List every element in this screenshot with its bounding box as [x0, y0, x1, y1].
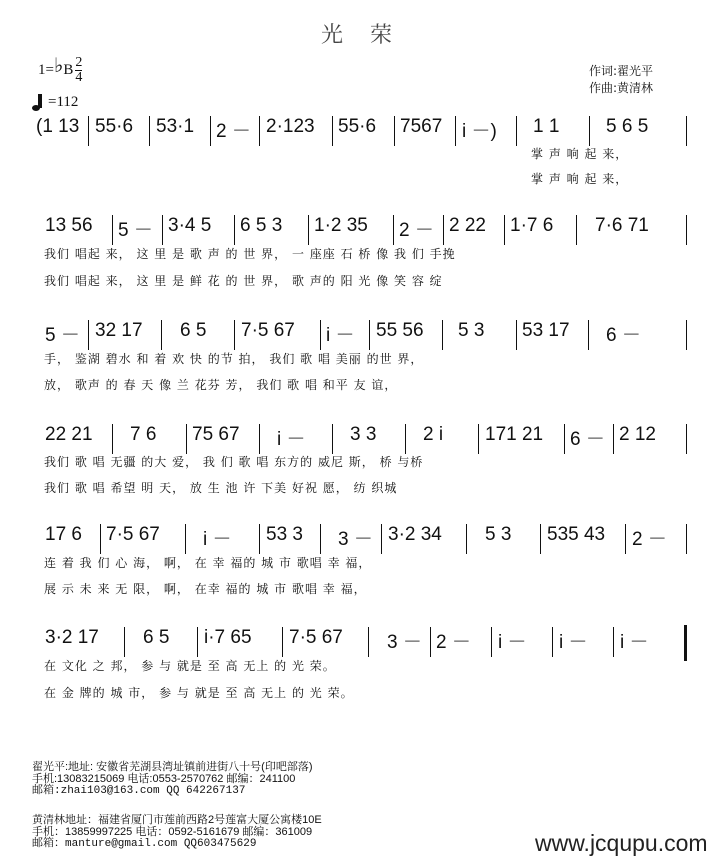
composer: 作曲:黄清林	[589, 81, 654, 95]
barline	[308, 215, 309, 245]
measure: 3 －	[338, 529, 373, 550]
time-numerator: 2	[75, 55, 83, 70]
barline	[430, 627, 431, 657]
barline	[516, 116, 517, 146]
barline	[88, 116, 89, 146]
barline	[442, 320, 443, 350]
measure: i －	[620, 632, 649, 653]
lyrics-verse-2: 展 示 未 来 无 限， 啊， 在幸 福的 城 市 歌唱 幸 福，	[44, 582, 367, 596]
key-note: B	[63, 61, 74, 78]
key-signature	[38, 56, 82, 85]
measure: 3·4 5	[168, 215, 212, 236]
composer-phone: 手机：13859997225 电话：0592-5161679 邮编：361009	[32, 826, 313, 838]
measure: 6 5	[143, 627, 170, 648]
measure: i －	[326, 325, 355, 346]
barline	[124, 627, 125, 657]
barline	[576, 215, 577, 245]
barline	[234, 320, 235, 350]
barline	[589, 116, 590, 146]
barline	[504, 215, 505, 245]
measure: 2 －	[216, 121, 251, 142]
barline	[259, 116, 260, 146]
barline	[320, 524, 321, 554]
measure: 7 6	[130, 424, 157, 445]
watermark: www.jcqupu.com	[535, 830, 708, 856]
barline	[161, 320, 162, 350]
tempo-marking	[38, 92, 78, 111]
measure: i －	[203, 529, 232, 550]
barline	[405, 424, 406, 454]
barline	[686, 320, 687, 350]
song-title: 光 荣	[321, 23, 402, 48]
barline	[588, 320, 589, 350]
measure: 5 3	[485, 524, 512, 545]
credits	[589, 63, 653, 97]
barline	[455, 116, 456, 146]
measure: 1·2 35	[314, 215, 368, 236]
lyricist-contact	[32, 761, 313, 797]
measure: 53 3	[266, 524, 303, 545]
measure: 6 －	[570, 429, 605, 450]
measure: 2 －	[436, 632, 471, 653]
measure: 6 5 3	[240, 215, 283, 236]
barline	[186, 424, 187, 454]
final-barline	[684, 625, 687, 661]
lyrics-verse-2: 我们 唱起 来， 这 里 是 鲜 花 的 世 界， 歌 声的 阳 光 像 笑 容 绽	[44, 274, 443, 288]
lyricist: 作词:翟光平	[589, 64, 654, 78]
measure: i －	[498, 632, 527, 653]
measure: 3 3	[350, 424, 377, 445]
barline	[332, 424, 333, 454]
barline	[516, 320, 517, 350]
barline	[368, 627, 369, 657]
barline	[259, 424, 260, 454]
lyrics-verse-1: 连 着 我 们 心 海， 啊， 在 幸 福的 城 市 歌唱 幸 福，	[44, 556, 372, 570]
measure: i －)	[462, 121, 497, 142]
measure: 7·5 67	[241, 320, 295, 341]
barline	[100, 524, 101, 554]
tempo-value: =112	[48, 94, 79, 110]
measure: 53·1	[156, 116, 195, 137]
quarter-note-icon	[38, 94, 42, 108]
measure: (1 13	[36, 116, 80, 137]
barline	[320, 320, 321, 350]
barline	[478, 424, 479, 454]
barline	[613, 627, 614, 657]
measure: 2 12	[619, 424, 656, 445]
measure: 7·5 67	[106, 524, 160, 545]
lyricist-email: 邮箱:zhai103@163.com QQ 642267137	[32, 785, 246, 797]
measure: i·7 65	[204, 627, 252, 648]
lyrics-verse-2: 掌 声 响 起 来，	[531, 172, 629, 186]
measure: 22 21	[45, 424, 93, 445]
measure: 55 56	[376, 320, 424, 341]
measure: 53 17	[522, 320, 570, 341]
measure: 32 17	[95, 320, 143, 341]
barline	[282, 627, 283, 657]
barline	[686, 424, 687, 454]
lyrics-verse-2: 我们 歌 唱 希望 明 天， 放 生 池 许 下美 好祝 愿， 纺 织城	[44, 481, 398, 495]
lyrics-verse-2: 在 金 牌的 城 市， 参 与 就是 至 高 无上 的 光 荣。	[44, 686, 354, 700]
barline	[381, 524, 382, 554]
measure: 2 i	[423, 424, 444, 445]
measure: 13 56	[45, 215, 93, 236]
measure: 7567	[400, 116, 443, 137]
barline	[149, 116, 150, 146]
measure: 5 6 5	[606, 116, 649, 137]
measure: 6 －	[606, 325, 641, 346]
measure: 1 1	[533, 116, 560, 137]
barline	[234, 215, 235, 245]
barline	[197, 627, 198, 657]
measure: 5 －	[45, 325, 80, 346]
measure: 55·6	[338, 116, 377, 137]
composer-address: 黄清林地址：福建省厦门市莲前西路2号莲富大厦公寓楼10E	[32, 814, 322, 826]
barline	[540, 524, 541, 554]
lyrics-verse-1: 我们 唱起 来， 这 里 是 歌 声 的 世 界， 一 座座 石 桥 像 我 们 手挽	[44, 247, 456, 261]
barline	[394, 116, 395, 146]
barline	[369, 320, 370, 350]
measure: 5 －	[118, 220, 153, 241]
barline	[112, 424, 113, 454]
measure: 2 －	[399, 220, 434, 241]
measure: 2·123	[266, 116, 315, 137]
measure: 3 －	[387, 632, 422, 653]
lyrics-verse-1: 手， 鉴湖 碧水 和 着 欢 快 的节 拍， 我们 歌 唱 美丽 的世 界，	[44, 352, 424, 366]
barline	[686, 215, 687, 245]
barline	[112, 215, 113, 245]
measure: 535 43	[547, 524, 606, 545]
lyrics-verse-1: 掌 声 响 起 来，	[531, 147, 629, 161]
barline	[686, 524, 687, 554]
measure: 171 21	[485, 424, 544, 445]
barline	[491, 627, 492, 657]
time-denominator: 4	[75, 70, 83, 85]
barline	[466, 524, 467, 554]
barline	[185, 524, 186, 554]
measure: 6 5	[180, 320, 207, 341]
lyricist-phone: 手机:13083215069 电话:0553-2570762 邮编：241100	[32, 773, 296, 785]
composer-email: 邮箱：manture@gmail.com QQ603475629	[32, 838, 257, 850]
measure: 2 －	[632, 529, 667, 550]
barline	[88, 320, 89, 350]
barline	[686, 116, 687, 146]
measure: i －	[277, 429, 306, 450]
measure: 1·7 6	[510, 215, 554, 236]
composer-contact	[32, 814, 322, 850]
barline	[393, 215, 394, 245]
time-signature	[75, 56, 82, 85]
barline	[210, 116, 211, 146]
measure: 7·5 67	[289, 627, 343, 648]
barline	[613, 424, 614, 454]
barline	[564, 424, 565, 454]
measure: 3·2 17	[45, 627, 99, 648]
measure: 75 67	[192, 424, 240, 445]
measure: i －	[559, 632, 588, 653]
measure: 7·6 71	[595, 215, 649, 236]
key-label: 1=	[38, 61, 54, 78]
barline	[332, 116, 333, 146]
lyrics-verse-2: 放， 歌声 的 春 天 像 兰 花芬 芳， 我们 歌 唱 和平 友 谊，	[44, 378, 398, 392]
lyricist-address: 翟光平:地址: 安徽省芜湖县湾址镇前进街八十号(印吧部落)	[32, 761, 313, 773]
measure: 3·2 34	[388, 524, 442, 545]
lyrics-verse-1: 我们 歌 唱 无疆 的大 爱， 我 们 歌 唱 东方的 威尼 斯， 桥 与桥	[44, 455, 424, 469]
barline	[625, 524, 626, 554]
measure: 2 22	[449, 215, 486, 236]
barline	[259, 524, 260, 554]
measure: 5 3	[458, 320, 485, 341]
flat-icon: ♭	[53, 54, 64, 77]
measure: 17 6	[45, 524, 82, 545]
measure: 55·6	[95, 116, 134, 137]
barline	[443, 215, 444, 245]
lyrics-verse-1: 在 文化 之 邦， 参 与 就是 至 高 无上 的 光 荣。	[44, 659, 336, 673]
barline	[162, 215, 163, 245]
barline	[552, 627, 553, 657]
